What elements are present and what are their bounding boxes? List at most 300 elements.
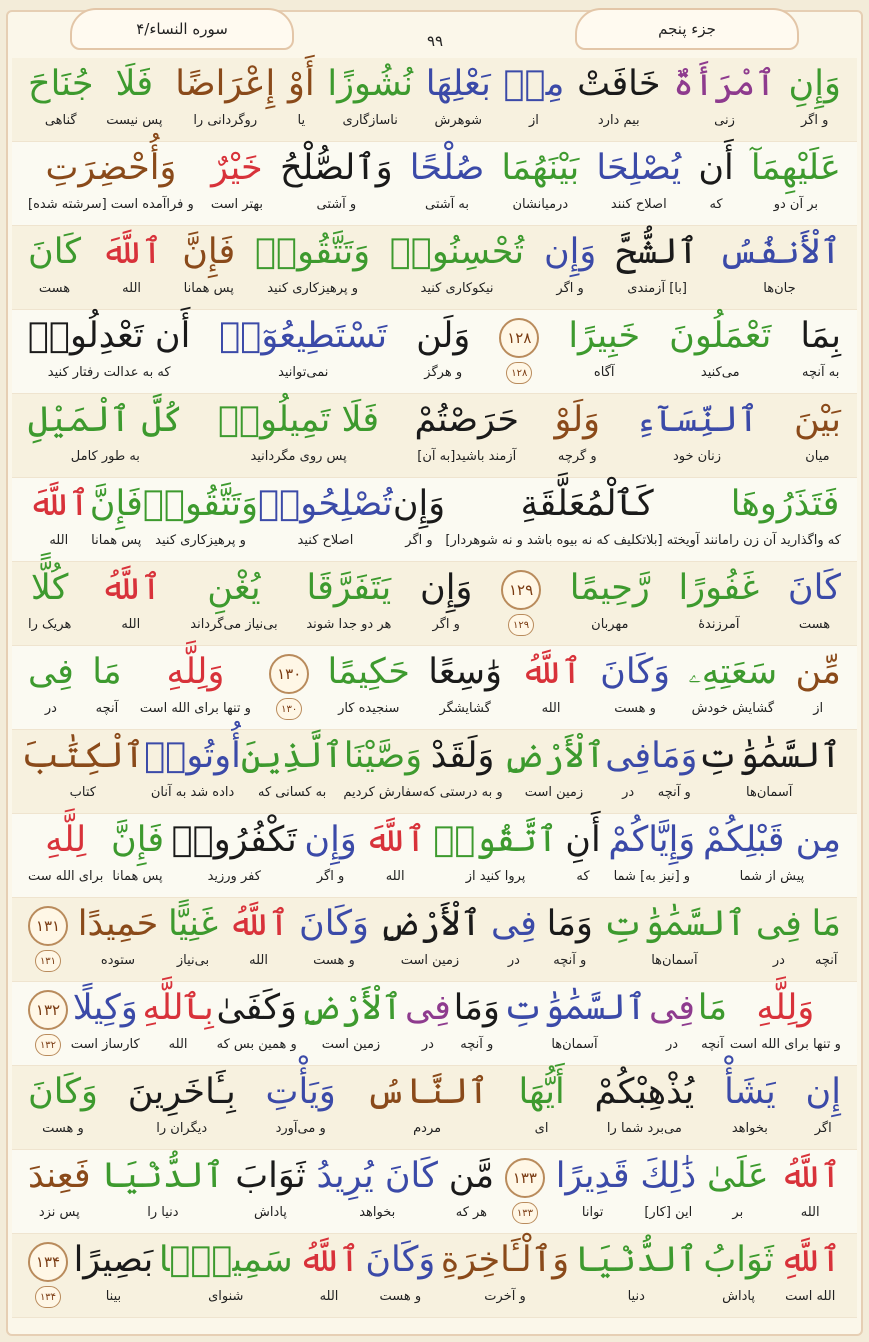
- word-cell: [416, 312, 470, 394]
- arabic-word: وَلَوْ: [554, 400, 601, 440]
- persian-translation: که: [576, 869, 590, 884]
- arabic-word: تُحْسِنُوا۟: [389, 232, 525, 272]
- word-cell: [144, 732, 240, 814]
- arabic-word: مَا: [697, 988, 728, 1028]
- word-cell: [636, 396, 759, 478]
- persian-translation: الله: [319, 1289, 339, 1304]
- word-cell: [649, 984, 695, 1066]
- arabic-word: تُصْلِحُوا۟: [258, 484, 393, 524]
- persian-translation: هست: [38, 281, 71, 296]
- word-cell: [698, 984, 727, 1066]
- persian-translation: و همین بس که: [216, 1037, 297, 1052]
- persian-translation: آسمان‌ها: [551, 1037, 598, 1052]
- arabic-word: قَدِيرًا: [555, 1156, 630, 1196]
- word-cell: [501, 144, 579, 226]
- word-cell: [789, 60, 841, 142]
- word-cell: [258, 480, 392, 562]
- page-header: [0, 0, 869, 58]
- arabic-word: ٱللَّهُ: [100, 568, 162, 608]
- arabic-word: خَبِيرًا: [568, 316, 641, 356]
- arabic-word: وَيَأْتِ: [265, 1072, 336, 1112]
- word-cell: [172, 816, 297, 898]
- persian-translation: و آنچه: [553, 953, 587, 968]
- persian-translation: آنچه: [701, 1037, 724, 1052]
- arabic-word: وَإِنِ: [788, 64, 841, 104]
- arabic-word: وَكَانَ: [28, 1072, 98, 1112]
- arabic-word: كَٱلْمُعَلَّقَةِ: [520, 484, 654, 524]
- persian-translation: پروا کنید از: [465, 869, 526, 884]
- persian-translation: دنیا را: [147, 1205, 179, 1220]
- word-cell: [698, 144, 733, 226]
- word-cell: [410, 144, 485, 226]
- arabic-word: وَلَقَدْ: [430, 736, 495, 776]
- word-cell: [182, 228, 235, 310]
- juz-label: جزء پنجم: [575, 8, 799, 50]
- arabic-word: أَنِ: [565, 820, 601, 860]
- word-cell: [159, 1236, 293, 1318]
- word-cell: [518, 1068, 564, 1150]
- arabic-word: مِّن: [795, 652, 841, 692]
- verse-row: [12, 898, 857, 982]
- persian-translation: و تنها برای الله است: [139, 701, 251, 716]
- word-list: [12, 816, 857, 898]
- surah-label: سوره النساء/۴: [70, 8, 294, 50]
- word-cell: [577, 60, 660, 142]
- word-cell: [71, 984, 140, 1066]
- word-cell: [304, 816, 356, 898]
- persian-translation: هریک را: [28, 617, 72, 632]
- persian-translation: شنوای: [208, 1289, 244, 1304]
- arabic-word: فِى: [605, 736, 652, 776]
- word-cell: [679, 564, 760, 646]
- word-list: [12, 1236, 857, 1318]
- ayah-marker: [499, 312, 539, 394]
- persian-translation: بینا: [105, 1289, 122, 1304]
- word-cell: [724, 1068, 776, 1150]
- persian-translation: مهربان: [591, 617, 629, 632]
- word-cell: [128, 1068, 236, 1150]
- persian-translation: زنی: [714, 113, 735, 128]
- word-list: [12, 144, 857, 226]
- persian-translation: آنچه: [814, 953, 838, 968]
- arabic-word: ٱلْكِتَٰبَ: [21, 736, 145, 776]
- arabic-word: مَا: [92, 652, 122, 692]
- persian-translation: ناسازگاری: [342, 113, 398, 128]
- word-cell: [28, 144, 194, 226]
- arabic-word: بِٱللَّهِ: [142, 988, 214, 1028]
- arabic-word: ٱلشُّحَّ: [616, 232, 699, 272]
- word-cell: [228, 900, 290, 982]
- persian-translation: و هرگز: [424, 365, 463, 380]
- arabic-word: أَوْ: [287, 64, 315, 104]
- arabic-word: وَتَتَّقُوا۟: [255, 232, 371, 272]
- persian-translation: پاداش: [254, 1205, 287, 1220]
- word-cell: [697, 732, 841, 814]
- arabic-word: بَعْلِهَا: [425, 64, 491, 104]
- verse-row: [12, 646, 857, 730]
- arabic-word: ٱللَّهَ: [100, 232, 163, 272]
- word-cell: [414, 396, 519, 478]
- arabic-word: تَكْفُرُوا۟: [171, 820, 297, 860]
- arabic-word: فَإِنَّ: [89, 484, 143, 524]
- word-cell: [491, 900, 537, 982]
- word-cell: [434, 816, 558, 898]
- word-cell: [616, 228, 698, 310]
- arabic-word: حَرَصْتُمْ: [414, 400, 520, 440]
- word-list: [12, 648, 857, 730]
- arabic-word: ٱللَّهِ: [779, 1240, 841, 1280]
- word-cell: [595, 1068, 695, 1150]
- word-cell: [651, 732, 697, 814]
- ayah-number-small: ۱۳۱: [35, 950, 61, 972]
- persian-translation: الله: [541, 701, 561, 716]
- arabic-word: بَيْنَ: [793, 400, 841, 440]
- arabic-word: وَٱلصُّلْحُ: [280, 148, 393, 188]
- arabic-word: مِن قَبْلِكُمْ: [702, 820, 841, 860]
- persian-translation: که واگذارید آن زن را: [729, 533, 841, 548]
- persian-translation: پس نیست: [106, 113, 163, 128]
- arabic-word: وَلِلَّهِ: [166, 652, 225, 692]
- word-cell: [449, 1152, 494, 1234]
- word-cell: [640, 1152, 696, 1234]
- persian-translation: پاداش: [722, 1289, 756, 1304]
- word-cell: [288, 60, 315, 142]
- word-cell: [168, 900, 218, 982]
- arabic-word: بَيْنَهُمَا: [501, 148, 580, 188]
- persian-translation: پس روی مگردانید: [250, 449, 347, 464]
- arabic-word: يُصْلِحَا: [596, 148, 682, 188]
- arabic-word: ٱلْأَرْضِ: [299, 988, 403, 1028]
- persian-translation: سفارش کردیم: [343, 785, 423, 800]
- word-cell: [575, 1236, 698, 1318]
- ayah-number-small: ۱۳۲: [35, 1034, 61, 1056]
- arabic-word: خَيْرٌ: [211, 148, 263, 188]
- arabic-word: وَكِيلًا: [72, 988, 138, 1028]
- word-cell: [608, 816, 695, 898]
- word-list: [12, 228, 857, 310]
- persian-translation: در: [772, 953, 785, 968]
- word-cell: [379, 900, 482, 982]
- word-cell: [503, 732, 606, 814]
- persian-translation: یا: [297, 113, 306, 128]
- arabic-word: ٱلسَّمَٰوَٰتِ: [602, 904, 747, 944]
- persian-translation: در: [507, 953, 520, 968]
- word-cell: [101, 228, 163, 310]
- arabic-word: أَيُّهَا: [518, 1072, 565, 1112]
- arabic-word: ٱلْأَرْضِ: [502, 736, 606, 776]
- persian-translation: بر آن دو: [773, 197, 818, 212]
- word-cell: [600, 648, 670, 730]
- word-cell: [190, 564, 277, 646]
- arabic-word: وَٰسِعًا: [428, 652, 503, 692]
- arabic-word: وَمَا: [453, 988, 500, 1028]
- word-cell: [28, 228, 81, 310]
- page-number: ۹۹: [426, 32, 444, 50]
- arabic-word: غَفُورًا: [678, 568, 760, 608]
- ayah-marker: [28, 1236, 68, 1318]
- persian-translation: و هست: [42, 1121, 84, 1136]
- persian-translation: و آنچه: [460, 1037, 494, 1052]
- persian-translation: اصلاح کنند: [610, 197, 667, 212]
- word-cell: [90, 480, 143, 562]
- persian-translation: الله: [168, 1037, 188, 1052]
- persian-translation: آنچه: [95, 701, 119, 716]
- arabic-word: إِعْرَاضًا: [175, 64, 276, 104]
- word-cell: [703, 1236, 774, 1318]
- word-cell: [28, 480, 90, 562]
- word-cell: [605, 732, 651, 814]
- arabic-word: وَإِن: [420, 568, 473, 608]
- arabic-word: ٱلدُّنْيَا: [574, 1240, 698, 1280]
- persian-translation: می‌کنید: [700, 365, 740, 380]
- persian-translation: ای: [534, 1121, 549, 1136]
- persian-translation: که: [709, 197, 723, 212]
- word-cell: [28, 60, 93, 142]
- persian-translation: الله: [800, 1205, 820, 1220]
- arabic-word: وَإِن: [392, 484, 446, 524]
- arabic-word: ٱللَّهُ: [779, 1156, 841, 1196]
- arabic-word: صُلْحًا: [409, 148, 485, 188]
- persian-translation: در: [622, 785, 635, 800]
- arabic-word: ٱلْأَنفُسُ: [717, 232, 841, 272]
- persian-translation: روگردانی را: [193, 113, 258, 128]
- persian-translation: آسمان‌ها: [651, 953, 698, 968]
- word-cell: [219, 312, 387, 394]
- word-cell: [812, 900, 841, 982]
- word-cell: [111, 816, 164, 898]
- arabic-word: وَكَانَ: [299, 904, 369, 944]
- word-cell: [266, 1068, 336, 1150]
- arabic-word: وَأُحْضِرَتِ: [45, 148, 177, 188]
- arabic-word: فَلَا تَمِيلُوا۟: [218, 400, 380, 440]
- verse-row: [12, 142, 857, 226]
- persian-translation: درمیانشان: [512, 197, 569, 212]
- persian-translation: پس همانا: [183, 281, 234, 296]
- persian-translation: مانند آویخته [بلاتکلیف که نه بیوه باشد و نه شوهردار]: [445, 533, 729, 548]
- persian-translation: زمین است: [321, 1037, 381, 1052]
- arabic-word: غَنِيًّا: [167, 904, 219, 944]
- word-cell: [106, 60, 162, 142]
- arabic-word: ٱللَّهَ: [28, 484, 90, 524]
- persian-translation: از: [813, 701, 824, 716]
- arabic-word: كُلَّ ٱلْمَيْلِ: [28, 400, 183, 440]
- persian-translation: نیکوکاری کنید: [420, 281, 494, 296]
- word-cell: [426, 60, 491, 142]
- word-cell: [218, 396, 379, 478]
- arabic-word: بِمَا: [800, 316, 841, 356]
- persian-translation: و هست: [313, 953, 355, 968]
- ayah-number: ۱۳۳: [505, 1158, 545, 1198]
- persian-translation: الله است: [785, 1289, 836, 1304]
- persian-translation: و پرهیزکاری کنید: [267, 281, 358, 296]
- word-cell: [503, 984, 647, 1066]
- verse-row: [12, 478, 857, 562]
- persian-translation: کارساز است: [70, 1037, 140, 1052]
- ayah-marker: [28, 900, 68, 982]
- word-list: [12, 312, 857, 394]
- persian-translation: و فراآمده است [سرشته شده]: [28, 197, 194, 212]
- word-cell: [554, 396, 600, 478]
- persian-translation: می‌برد شما را: [606, 1121, 682, 1136]
- word-cell: [669, 312, 771, 394]
- word-cell: [779, 1236, 841, 1318]
- word-cell: [428, 648, 502, 730]
- ayah-number: ۱۲۸: [499, 318, 539, 358]
- arabic-word: ٱتَّقُوا۟: [433, 820, 558, 860]
- word-cell: [596, 144, 681, 226]
- arabic-word: بَصِيرًا: [73, 1240, 154, 1280]
- verse-row: [12, 310, 857, 394]
- persian-translation: به آشتی: [425, 197, 469, 212]
- arabic-word: جُنَاحَ: [28, 64, 94, 104]
- persian-translation: آسمان‌ها: [746, 785, 793, 800]
- arabic-word: تَعْمَلُونَ: [669, 316, 772, 356]
- arabic-word: فَعِندَ: [28, 1156, 91, 1196]
- word-cell: [28, 396, 183, 478]
- persian-translation: و اگر: [405, 533, 433, 548]
- word-cell: [28, 1152, 91, 1234]
- persian-translation: توانا: [581, 1205, 604, 1220]
- word-cell: [366, 1068, 489, 1150]
- persian-translation: دنیا: [627, 1289, 645, 1304]
- arabic-word: ٱلسَّمَٰوَٰتِ: [502, 988, 647, 1028]
- ayah-marker: [501, 564, 541, 646]
- ayah-number-small: ۱۳۳: [512, 1202, 538, 1224]
- arabic-word: وَإِن: [543, 232, 597, 272]
- word-cell: [235, 1152, 306, 1234]
- persian-translation: بی‌نیاز: [176, 953, 210, 968]
- persian-translation: الله: [49, 533, 69, 548]
- word-cell: [299, 900, 369, 982]
- arabic-word: ٱللَّهُ: [298, 1240, 360, 1280]
- arabic-word: وَمَا: [546, 904, 593, 944]
- word-list: [12, 396, 857, 478]
- persian-translation: [با] آزمندی: [627, 281, 687, 296]
- word-cell: [420, 564, 472, 646]
- verse-row: [12, 982, 857, 1066]
- persian-translation: گناهی: [44, 113, 77, 128]
- word-cell: [175, 60, 275, 142]
- word-cell: [143, 480, 258, 562]
- word-cell: [78, 900, 159, 982]
- ayah-marker: [269, 648, 309, 730]
- persian-translation: داده شد به آنان: [150, 785, 235, 800]
- persian-translation: شوهرش: [434, 113, 483, 128]
- word-cell: [520, 648, 582, 730]
- word-cell: [28, 816, 103, 898]
- arabic-word: فِى: [649, 988, 695, 1028]
- arabic-word: وَصَّيْنَا: [343, 736, 423, 776]
- word-cell: [343, 732, 422, 814]
- persian-translation: و آنچه: [657, 785, 691, 800]
- persian-translation: از: [529, 113, 539, 128]
- word-cell: [101, 1152, 224, 1234]
- word-cell: [100, 564, 162, 646]
- arabic-word: تَسْتَطِيعُوٓا۟: [219, 316, 388, 356]
- persian-translation: برای الله ست: [28, 869, 104, 884]
- arabic-word: فَإِنَّ: [182, 232, 236, 272]
- word-cell: [565, 816, 600, 898]
- persian-translation: نمی‌توانید: [278, 365, 329, 380]
- arabic-word: يُغْنِ: [207, 568, 261, 608]
- arabic-word: كُلًّا: [30, 568, 69, 608]
- word-cell: [423, 732, 503, 814]
- persian-translation: ستوده: [100, 953, 136, 968]
- word-cell: [730, 984, 841, 1066]
- arabic-word: وَلِلَّهِ: [756, 988, 815, 1028]
- ayah-number: ۱۳۱: [28, 906, 68, 946]
- verse-rows: [12, 58, 857, 1318]
- persian-translation: زنان خود: [673, 449, 722, 464]
- word-cell: [703, 816, 841, 898]
- persian-translation: الله: [122, 281, 142, 296]
- persian-translation: سنجیده کار: [338, 701, 400, 716]
- persian-translation: بهتر است: [210, 197, 263, 212]
- ayah-number: ۱۳۰: [269, 654, 309, 694]
- persian-translation: و تنها برای الله است: [729, 1037, 841, 1052]
- persian-translation: میان: [805, 449, 830, 464]
- arabic-word: ٱمْرَأَةٌ: [673, 64, 776, 104]
- persian-translation: کتاب: [69, 785, 96, 800]
- word-cell: [547, 900, 593, 982]
- word-cell: [568, 312, 640, 394]
- arabic-word: وَٱلْـَٔاخِرَةِ: [440, 1240, 570, 1280]
- persian-translation: الله: [121, 617, 141, 632]
- persian-translation: و گرچه: [557, 449, 597, 464]
- persian-translation: پس نزد: [38, 1205, 80, 1220]
- word-list: [12, 60, 857, 142]
- word-cell: [806, 1068, 841, 1150]
- arabic-word: ٱللَّهُ: [227, 904, 290, 944]
- word-cell: [92, 648, 121, 730]
- word-cell: [800, 312, 841, 394]
- arabic-word: فِى: [28, 652, 74, 692]
- arabic-word: كَانَ: [28, 232, 82, 272]
- word-list: [12, 732, 857, 814]
- arabic-word: ٱللَّهَ: [364, 820, 426, 860]
- arabic-word: لِلَّهِ: [45, 820, 87, 860]
- ayah-number-small: ۱۳۴: [35, 1286, 61, 1308]
- arabic-word: ٱللَّهُ: [520, 652, 582, 692]
- persian-translation: آزمند باشید[به آن]: [417, 449, 517, 464]
- ayah-number-small: ۱۲۹: [508, 614, 534, 636]
- arabic-word: مَّن: [448, 1156, 495, 1196]
- word-cell: [707, 1152, 769, 1234]
- arabic-word: سَعَتِهِۦ: [688, 652, 778, 692]
- persian-translation: در: [421, 1037, 434, 1052]
- verse-row: [12, 562, 857, 646]
- arabic-word: عَلَىٰ: [706, 1156, 769, 1196]
- persian-translation: زمین است: [524, 785, 584, 800]
- arabic-word: حَكِيمًا: [327, 652, 410, 692]
- word-cell: [365, 1236, 435, 1318]
- persian-translation: گشایش خودش: [691, 701, 775, 716]
- verse-row: [12, 814, 857, 898]
- arabic-word: وَكَفَىٰ: [216, 988, 297, 1028]
- verse-row: [12, 1066, 857, 1150]
- persian-translation: هر دو جدا شوند: [306, 617, 392, 632]
- persian-translation: و پرهیزکاری کنید: [155, 533, 246, 548]
- arabic-word: فَلَا: [115, 64, 154, 104]
- word-cell: [327, 60, 413, 142]
- persian-translation: هر که: [455, 1205, 488, 1220]
- persian-translation: به کسانی که: [257, 785, 327, 800]
- word-cell: [140, 648, 251, 730]
- persian-translation: الله: [385, 869, 405, 884]
- arabic-word: ٱلنِّسَآءِ: [635, 400, 759, 440]
- persian-translation: مردم: [413, 1121, 442, 1136]
- word-cell: [751, 144, 841, 226]
